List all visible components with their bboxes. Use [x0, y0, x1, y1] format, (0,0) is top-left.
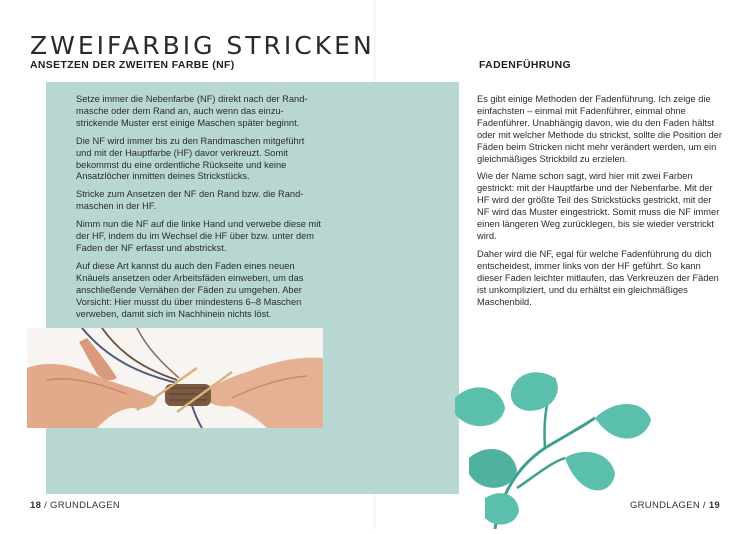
footer-label: GRUNDLAGEN / — [629, 500, 706, 511]
monstera-plant-illustration — [455, 358, 655, 529]
section-heading-second-color: ANSETZEN DER ZWEITEN FARBE (NF) — [30, 60, 235, 71]
page-footer-left — [30, 500, 120, 511]
paragraph: Daher wird die NF, egal für welche Fadenführung du dich entscheidest, immer links von der HF geführt. So kann dieser Faden leichter mitlaufen, das Verkreuzen der Fäden ist unkompliziert, und du erhältst ein gleichmäßiges Maschenbild. — [477, 248, 719, 307]
paragraph: Wie der Name schon sagt, wird hier mit zwei Farben gestrickt: mit der Hauptfarbe und der Nebenfarbe. Mit der HF wird der größte Teil des Strickstücks gestrickt, mit der NF wird das Muster eingestrickt. Somit muss die NF immer einen längeren Weg zurücklegen, bis sie wieder verstrickt wird. — [477, 171, 720, 241]
paragraph: Die NF wird immer bis zu den Randmaschen mitgeführt und mit der Hauptfarbe (HF) davor verkreuzt. Somit bekommst du eine ordentliche Rückseite und keine Ansatzlöcher inmitten deines Strickstücks. — [76, 135, 305, 182]
chapter-title: ZWEIFARBIG STRICKEN — [30, 31, 375, 60]
paragraph: Nimm nun die NF auf die linke Hand und verwebe diese mit der HF, indem du im Wechsel die HF über bzw. unter dem Faden der NF erfasst und abstrickst. — [76, 219, 321, 253]
paragraph: Auf diese Art kannst du auch den Faden eines neuen Knäuels ansetzen oder Arbeitsfäden einweben, um das anschließende Vernähen der Fäden zu umgehen. Aber Vorsicht: Hier musst du über mindestens 6–8 Maschen verweben, damit sich im Nachhinein nichts löst. — [76, 260, 304, 319]
section-heading-thread-guide: FADENFÜHRUNG — [479, 60, 571, 71]
panel-body-text — [76, 94, 322, 326]
page-number: 18 — [30, 500, 42, 511]
paragraph: Setze immer die Nebenfarbe (NF) direkt nach der Randmasche oder dem Rand an, auch wenn das einzustrickende Muster erst einige Maschen später beginnt. — [76, 94, 308, 128]
hands-knitting-photo — [27, 328, 323, 428]
paragraph: Es gibt einige Methoden der Fadenführung. Ich zeige die einfachsten – einmal mit Fadenführer, einmal ohne Fadenführer. Unabhängig davon, wie du den Faden hältst oder mit welcher Methode du strickst, sollte die Position der Fäden beim Stricken nicht mehr verändert werden, um ein gleichmäßiges Strickbild zu erzielen. — [477, 94, 722, 164]
left-page — [0, 0, 375, 529]
footer-label: / GRUNDLAGEN — [44, 500, 121, 511]
right-body-text — [477, 94, 725, 314]
page-number: 19 — [708, 500, 720, 511]
paragraph: Stricke zum Ansetzen der NF den Rand bzw. die Randmaschen in der HF. — [76, 189, 304, 212]
